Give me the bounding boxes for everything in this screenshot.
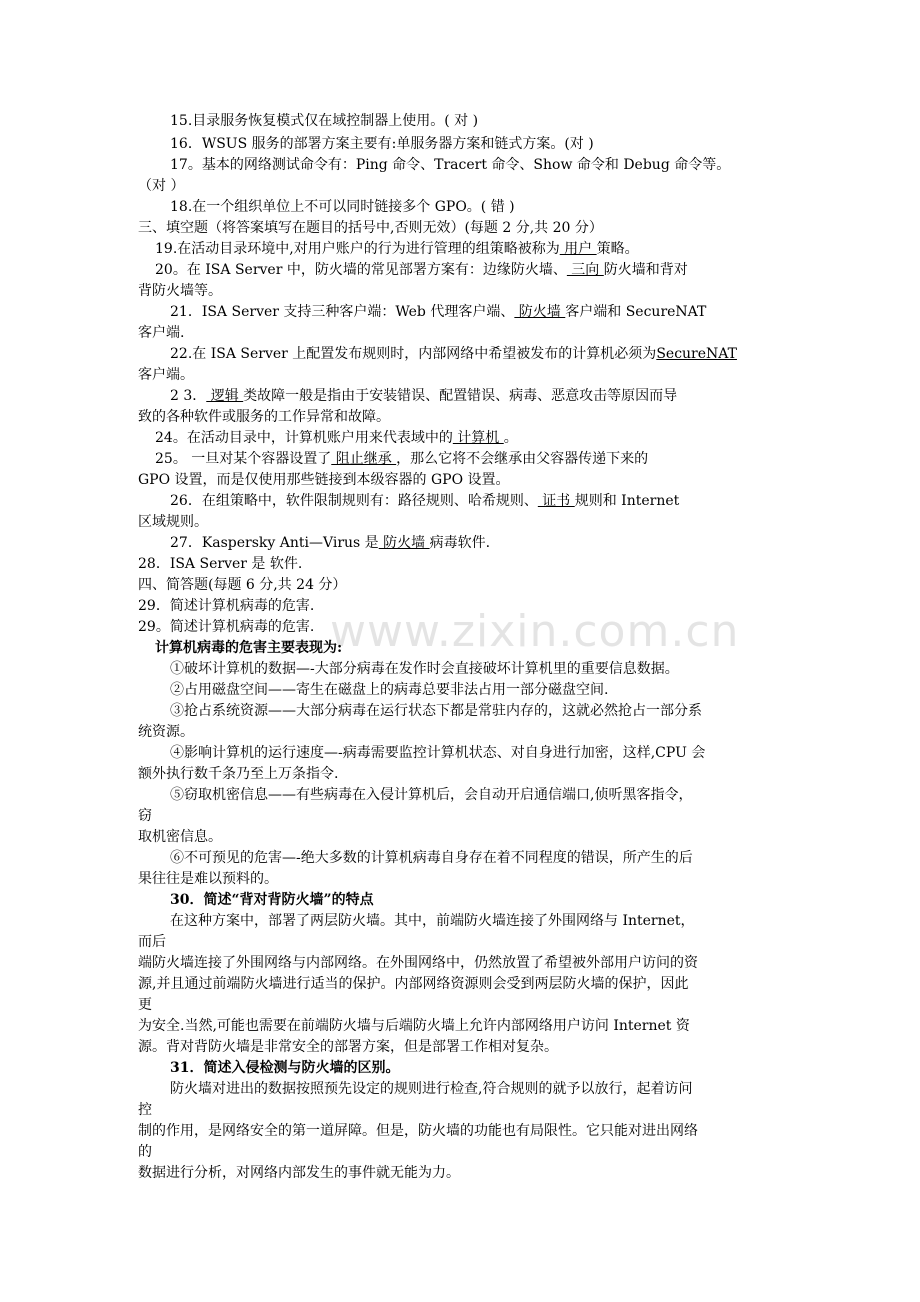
section-heading-fill: 三、填空题（将答案填写在题目的括号中,否则无效）(每题 2 分,共 20 分） — [138, 220, 603, 236]
q25-text: 25。 一旦对某个容器设置了 — [155, 451, 332, 467]
essay-q31-line: 控 — [138, 1102, 152, 1118]
essay-q30-line: 更 — [138, 997, 152, 1013]
fill-q21 — [170, 302, 706, 322]
essay-q31-line: 制的作用，是网络安全的第一道屏障。但是，防火墙的功能也有局限性。它只能对进出网络 — [138, 1123, 698, 1139]
q24-text-end: 。 — [503, 430, 518, 446]
q25-answer: 阻止继承 — [331, 451, 397, 467]
essay-q30-line: 在这种方案中，部署了两层防火墙。其中，前端防火墙连接了外围网络与 Internet， — [170, 913, 695, 929]
fill-q20 — [155, 260, 688, 280]
q24-text: 24。在活动目录中，计算机账户用来代表域中的 — [155, 430, 453, 446]
essay-q29-title: 29．简述计算机病毒的危害. — [138, 598, 315, 614]
fill-q28: 28．ISA Server 是 软件. — [138, 556, 303, 572]
essay-q30-line: 端防火墙连接了外围网络与内部网络。在外围网络中，仍然放置了希望被外部用户访问的资 — [138, 955, 698, 971]
fill-q27 — [170, 533, 490, 553]
essay-q31-line: 数据进行分析，对网络内部发生的事件就无能为力。 — [138, 1165, 460, 1181]
q23-answer: 逻辑 — [206, 388, 244, 404]
section-heading-essay: 四、简答题(每题 6 分,共 24 分） — [138, 577, 347, 593]
q21-answer: 防火墙 — [514, 304, 566, 320]
essay-q31-line: 的 — [138, 1144, 152, 1160]
essay-q30-title: 30．简述“背对背防火墙”的特点 — [170, 892, 374, 908]
essay-q30-line: 源,并且通过前端防火墙进行适当的保护。内部网络资源则会受到两层防火墙的保护，因此 — [138, 976, 689, 992]
essay-q29-title-repeat: 29。简述计算机病毒的危害. — [138, 619, 315, 635]
essay-q31-title: 31．简述入侵检测与防火墙的区别。 — [170, 1060, 400, 1076]
essay-q29-line: ②占用磁盘空间——寄生在磁盘上的病毒总要非法占用一部分磁盘空间. — [170, 682, 609, 698]
essay-q30-line: 为安全.当然,可能也需要在前端防火墙与后端防火墙上允许内部网络用户访问 Internet 资 — [138, 1018, 690, 1034]
essay-q29-line: 果往往是难以预料的。 — [138, 871, 278, 887]
essay-q29-line: ⑤窃取机密信息——有些病毒在入侵计算机后，会自动开启通信端口,侦听黑客指令， — [170, 787, 693, 803]
q21-text-end: 客户端和 SecureNAT — [565, 304, 707, 320]
q21-text: 21．ISA Server 支持三种客户端：Web 代理客户端、 — [170, 304, 515, 320]
essay-q30-line: 源。背对背防火墙是非常安全的部署方案，但是部署工作相对复杂。 — [138, 1039, 558, 1055]
watermark: www.zixin.com.cn — [330, 606, 740, 657]
fill-q24 — [155, 428, 518, 448]
q27-text-end: 病毒软件. — [429, 535, 491, 551]
fill-q19 — [155, 239, 639, 259]
fill-q21-cont: 客户端. — [138, 325, 185, 341]
essay-q30-line: 而后 — [138, 934, 166, 950]
essay-q29-line: 统资源。 — [138, 724, 194, 740]
q23-text: 2 3． — [170, 388, 207, 404]
q19-answer: 用户 — [559, 241, 597, 257]
tf-q17: 17。基本的网络测试命令有：Ping 命令、Tracert 命令、Show 命令和 Debug 命令等。 — [170, 157, 731, 173]
essay-q29-line: 取机密信息。 — [138, 829, 222, 845]
fill-q23-cont: 致的各种软件或服务的工作异常和故障。 — [138, 409, 390, 425]
fill-q22-cont: 客户端。 — [138, 367, 194, 383]
q26-answer: 证书 — [537, 493, 575, 509]
q27-answer: 防火墙 — [378, 535, 430, 551]
essay-q29-subtitle: 计算机病毒的危害主要表现为: — [155, 640, 343, 656]
fill-q25 — [155, 449, 648, 469]
fill-q25-cont: GPO 设置，而是仅使用那些链接到本级容器的 GPO 设置。 — [138, 472, 510, 488]
fill-q20-cont: 背防火墙等。 — [138, 283, 222, 299]
q26-text: 26．在组策略中，软件限制规则有：路径规则、哈希规则、 — [170, 493, 538, 509]
fill-q26 — [170, 491, 679, 511]
q25-text-end: ，那么它将不会继承由父容器传递下来的 — [396, 451, 649, 467]
q24-answer: 计算机 — [452, 430, 504, 446]
q22-answer: SecureNAT — [656, 346, 737, 362]
q20-answer: 三向 — [566, 262, 604, 278]
q20-text: 20。在 ISA Server 中，防火墙的常见部署方案有：边缘防火墙、 — [155, 262, 567, 278]
q23-text-end: 类故障一般是指由于安装错误、配置错误、病毒、恶意攻击等原因而导 — [243, 388, 678, 404]
essay-q29-line: ⑥不可预见的危害—-绝大多数的计算机病毒自身存在着不同程度的错误，所产生的后 — [170, 850, 693, 866]
q20-text-end: 防火墙和背对 — [603, 262, 688, 278]
q27-text: 27．Kaspersky Anti—Virus 是 — [170, 535, 379, 551]
essay-q29-line: ④影响计算机的运行速度—-病毒需要监控计算机状态、对自身进行加密，这样,CPU 会 — [170, 745, 706, 761]
q19-text-end: 策略。 — [596, 241, 639, 257]
tf-q16: 16．WSUS 服务的部署方案主要有:单服务器方案和链式方案。(对 ) — [170, 136, 594, 152]
essay-q29-line: ①破坏计算机的数据—-大部分病毒在发作时会直接破坏计算机里的重要信息数据。 — [170, 661, 679, 677]
fill-q26-cont: 区域规则。 — [138, 514, 208, 530]
tf-q15: 15.目录服务恢复模式仅在域控制器上使用。( 对 ) — [170, 113, 479, 129]
q22-text: 22.在 ISA Server 上配置发布规则时，内部网络中希望被发布的计算机必须为 — [170, 346, 657, 362]
tf-q18: 18.在一个组织单位上不可以同时链接多个 GPO。( 错 ) — [170, 199, 515, 215]
essay-q29-line: ③抢占系统资源——大部分病毒在运行状态下都是常驻内存的，这就必然抢占一部分系 — [170, 703, 702, 719]
tf-q17-answer: （对 ） — [138, 178, 185, 194]
fill-q22 — [170, 344, 737, 364]
essay-q31-line: 防火墙对进出的数据按照预先设定的规则进行检查,符合规则的就予以放行，起着访问 — [170, 1081, 693, 1097]
q19-text: 19.在活动目录环境中,对用户账户的行为进行管理的组策略被称为 — [155, 241, 560, 257]
fill-q23 — [170, 386, 677, 406]
essay-q29-line: 窃 — [138, 808, 152, 824]
essay-q29-line: 额外执行数千条乃至上万条指令. — [138, 766, 339, 782]
q26-text-end: 规则和 Internet — [574, 493, 680, 509]
